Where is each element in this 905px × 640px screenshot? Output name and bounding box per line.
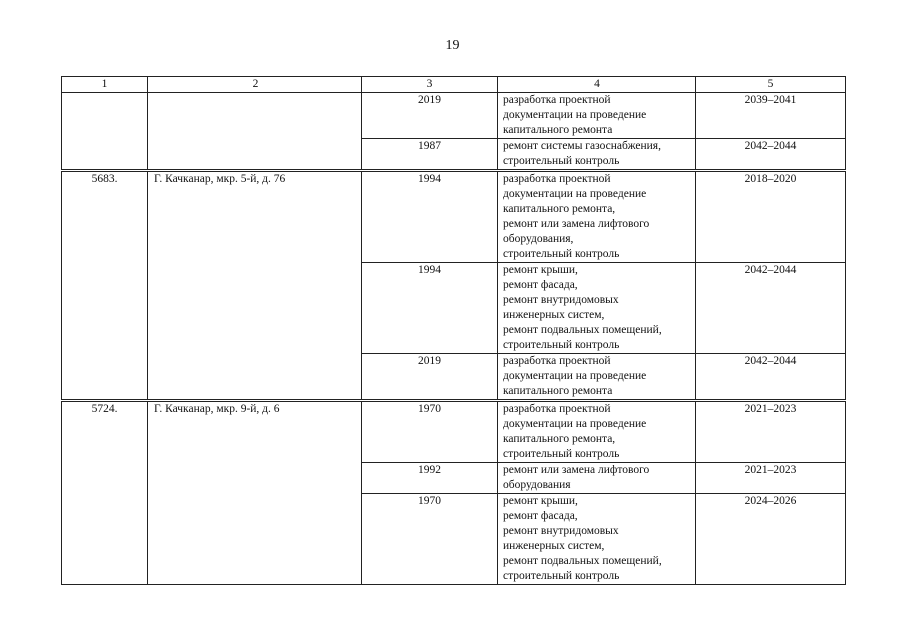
period-cell: 2024–2026 (696, 494, 846, 585)
column-header: 3 (362, 77, 498, 93)
work-item: разработка проектной (503, 355, 611, 367)
work-item: разработка проектной (503, 94, 611, 106)
year-cell: 1970 (362, 494, 498, 585)
page-number: 19 (445, 38, 460, 53)
year-cell: 1994 (362, 172, 498, 263)
record-number: 5724. (62, 402, 148, 585)
work-item: строительный контроль (503, 448, 620, 460)
work-item: ремонт фасада, (503, 510, 578, 522)
period-cell: 2042–2044 (696, 263, 846, 354)
work-item: капитального ремонта, (503, 433, 616, 445)
work-item: строительный контроль (503, 570, 620, 582)
work-item: разработка проектной (503, 403, 611, 415)
period-cell: 2021–2023 (696, 402, 846, 463)
works-cell (498, 263, 696, 354)
year-cell: 1987 (362, 139, 498, 170)
work-item: капитального ремонта (503, 124, 613, 136)
works-cell (498, 463, 696, 494)
capital-repair-table (61, 76, 846, 585)
work-item: документации на проведение (503, 109, 647, 121)
work-item: разработка проектной (503, 173, 611, 185)
work-item: документации на проведение (503, 370, 647, 382)
period-cell: 2042–2044 (696, 139, 846, 170)
period-cell: 2042–2044 (696, 354, 846, 400)
column-header-row (62, 77, 846, 93)
works-cell (498, 172, 696, 263)
column-header: 2 (148, 77, 362, 93)
work-item: ремонт подвальных помещений, (503, 324, 662, 336)
period-cell: 2018–2020 (696, 172, 846, 263)
year-cell: 1994 (362, 263, 498, 354)
work-item: ремонт крыши, (503, 495, 578, 507)
period-cell: 2039–2041 (696, 93, 846, 139)
year-cell: 2019 (362, 354, 498, 400)
year-cell: 1992 (362, 463, 498, 494)
works-cell (498, 494, 696, 585)
work-item: ремонт внутридомовых (503, 294, 619, 306)
column-header: 1 (62, 77, 148, 93)
year-cell: 2019 (362, 93, 498, 139)
table-row (62, 93, 846, 139)
works-cell (498, 139, 696, 170)
work-item: инженерных систем, (503, 540, 605, 552)
period-cell: 2021–2023 (696, 463, 846, 494)
table-row (62, 402, 846, 463)
work-item: капитального ремонта, (503, 203, 616, 215)
column-header: 4 (498, 77, 696, 93)
work-item: ремонт подвальных помещений, (503, 555, 662, 567)
work-item: ремонт системы газоснабжения, (503, 140, 661, 152)
work-item: документации на проведение (503, 188, 647, 200)
address: Г. Качканар, мкр. 5-й, д. 76 (148, 172, 362, 400)
work-item: ремонт внутридомовых (503, 525, 619, 537)
work-item: ремонт или замена лифтового (503, 464, 650, 476)
works-cell (498, 402, 696, 463)
record-number: 5683. (62, 172, 148, 400)
address (148, 93, 362, 170)
work-item: капитального ремонта (503, 385, 613, 397)
address: Г. Качканар, мкр. 9-й, д. 6 (148, 402, 362, 585)
work-item: строительный контроль (503, 339, 620, 351)
works-cell (498, 93, 696, 139)
work-item: ремонт или замена лифтового (503, 218, 650, 230)
work-item: строительный контроль (503, 155, 620, 167)
work-item: оборудования, (503, 233, 574, 245)
work-item: строительный контроль (503, 248, 620, 260)
column-header: 5 (696, 77, 846, 93)
work-item: инженерных систем, (503, 309, 605, 321)
table-row (62, 172, 846, 263)
work-item: ремонт фасада, (503, 279, 578, 291)
works-cell (498, 354, 696, 400)
work-item: документации на проведение (503, 418, 647, 430)
year-cell: 1970 (362, 402, 498, 463)
record-number (62, 93, 148, 170)
work-item: оборудования (503, 479, 571, 491)
work-item: ремонт крыши, (503, 264, 578, 276)
